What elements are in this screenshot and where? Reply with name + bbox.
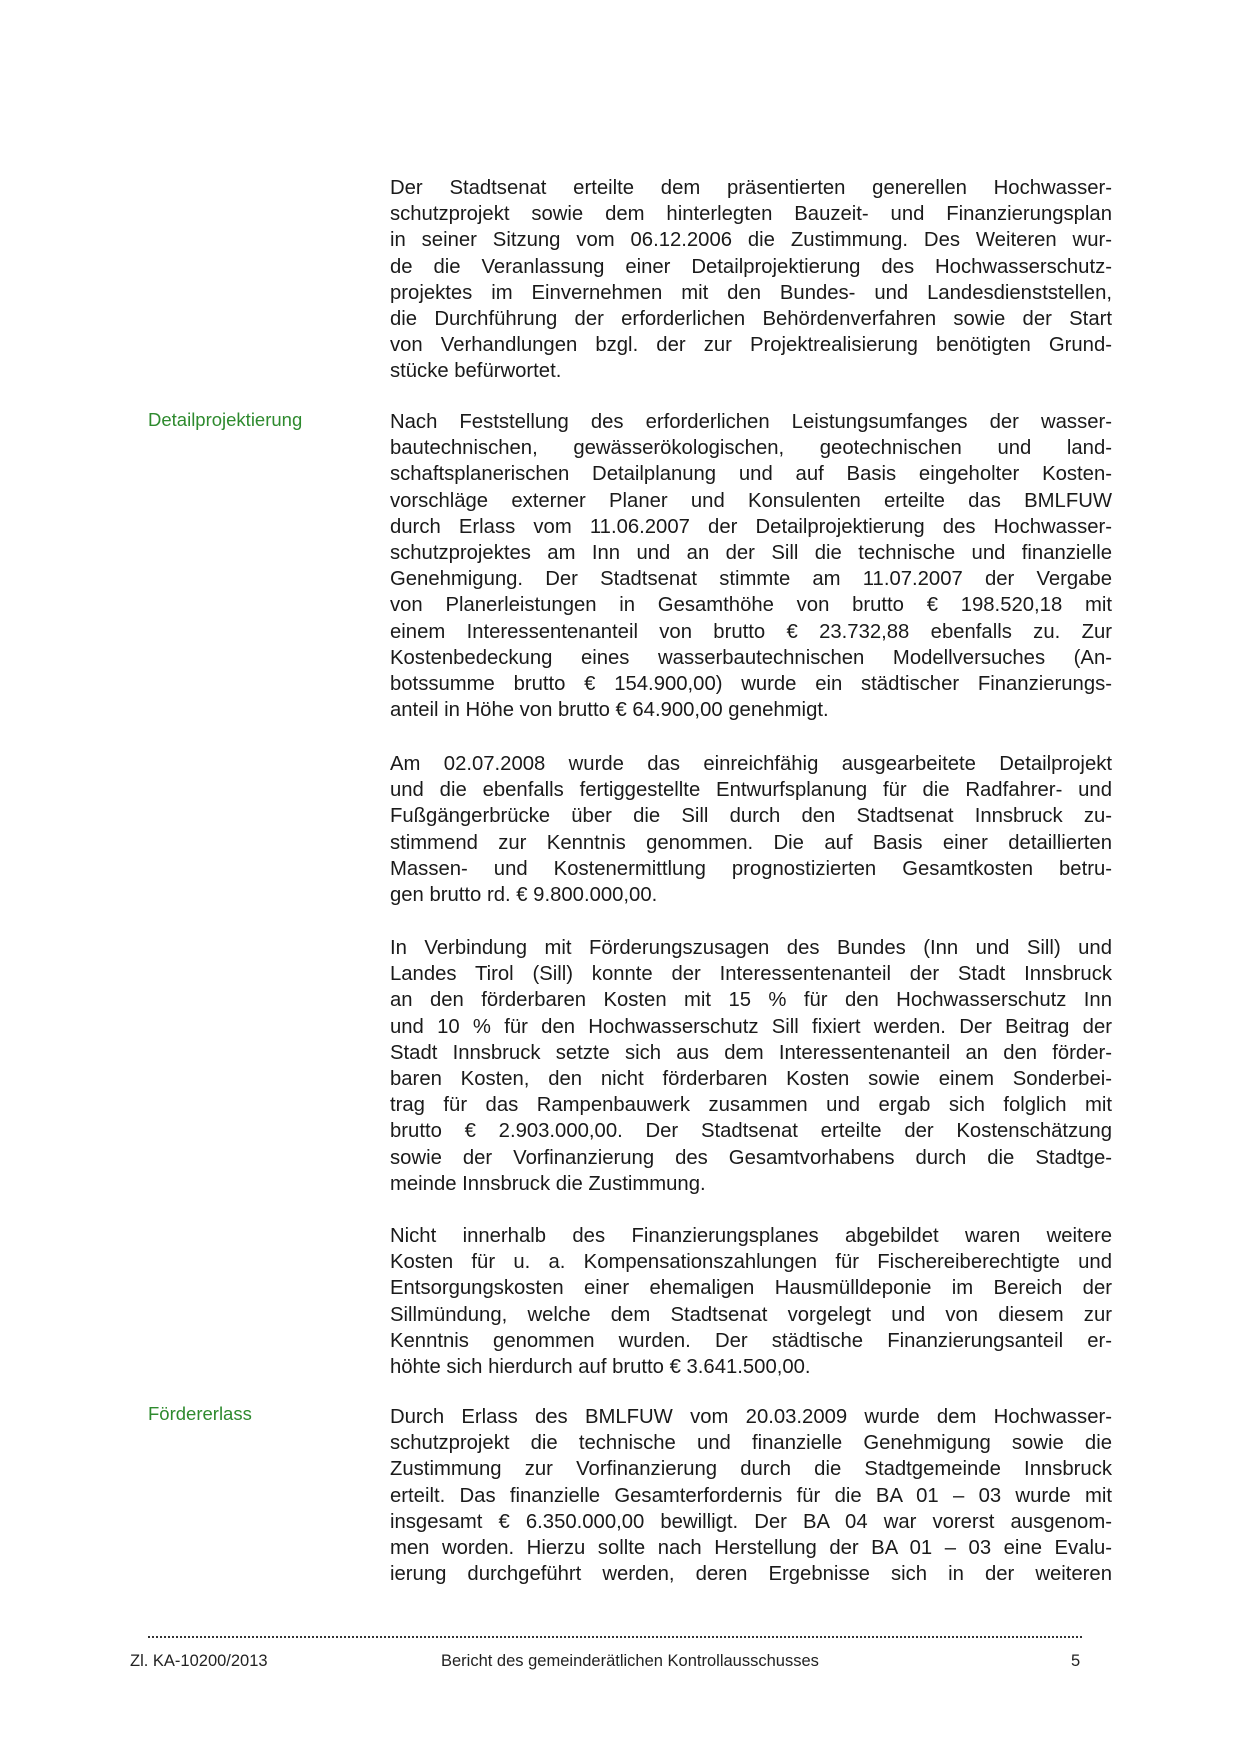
paragraph-text [390, 1223, 1112, 1380]
text-line: Nicht innerhalb des Finanzierungsplanes abgebildet waren weitere [390, 1225, 1112, 1247]
text-line: schutzprojekt sowie dem hinterlegten Bauzeit- und Finanzierungsplan [390, 203, 1112, 226]
text-line: und die ebenfalls fertiggestellte Entwurfsplanung für die Radfahrer- und [390, 779, 1112, 802]
text-line: schutzprojekt die technische und finanzielle Genehmigung sowie die [390, 1432, 1112, 1455]
text-line: Stadt Innsbruck setzte sich aus dem Interessentenanteil an den förder- [390, 1041, 1112, 1064]
text-line: durch Erlass vom 11.06.2007 der Detailprojektierung des Hochwasser- [390, 515, 1112, 538]
paragraph-1 [390, 175, 1112, 385]
text-line: Kosten für u. a. Kompensationszahlungen für Fischereiberechtigte und [390, 1251, 1112, 1274]
text-line: von Verhandlungen bzgl. der zur Projektrealisierung benötigten Grund- [390, 334, 1112, 357]
text-line: höhte sich hierdurch auf brutto € 3.641.500,00. [390, 1356, 811, 1379]
text-line: brutto € 2.903.000,00. Der Stadtsenat erteilte der Kostenschätzung [390, 1120, 1112, 1143]
text-line: einem Interessentenanteil von brutto € 23.732,88 ebenfalls zu. Zur [390, 620, 1112, 643]
text-line: Massen- und Kostenermittlung prognostizierten Gesamtkosten betru- [390, 857, 1112, 880]
text-line: Nach Feststellung des erforderlichen Leistungsumfanges der wasser- [390, 411, 1112, 433]
footer-title: Bericht des gemeinderätlichen Kontrollausschusses [441, 1652, 819, 1670]
paragraph-6 [390, 1404, 1112, 1587]
text-line: an den förderbaren Kosten mit 15 % für den Hochwasserschutz Inn [390, 989, 1112, 1012]
text-line: trag für das Rampenbauwerk zusammen und ergab sich folglich mit [390, 1094, 1112, 1117]
text-line: Am 02.07.2008 wurde das einreichfähig ausgearbeitete Detailprojekt [390, 753, 1112, 775]
text-line: Der Stadtsenat erteilte dem präsentierten generellen Hochwasser- [390, 177, 1112, 199]
text-line: und 10 % für den Hochwasserschutz Sill fixiert werden. Der Beitrag der [390, 1015, 1112, 1038]
text-line: de die Veranlassung einer Detailprojektierung des Hochwasserschutz- [390, 255, 1112, 278]
text-line: baren Kosten, den nicht förderbaren Kosten sowie einem Sonderbei- [390, 1068, 1112, 1091]
paragraph-2 [390, 409, 1112, 723]
text-line: Zustimmung zur Vorfinanzierung durch die Stadtgemeinde Innsbruck [390, 1458, 1112, 1481]
text-line: gen brutto rd. € 9.800.000,00. [390, 884, 658, 907]
margin-label-detailprojektierung: Detailprojektierung [148, 409, 303, 430]
text-line: Sillmündung, welche dem Stadtsenat vorgelegt und von diesem zur [390, 1303, 1112, 1326]
text-line: vorschläge externer Planer und Konsulenten erteilte das BMLFUW [390, 489, 1112, 512]
paragraph-text [390, 935, 1112, 1197]
text-line: Landes Tirol (Sill) konnte der Interessentenanteil der Stadt Innsbruck [390, 963, 1112, 986]
footer-page-number: 5 [1071, 1652, 1081, 1670]
text-line: In Verbindung mit Förderungszusagen des Bundes (Inn und Sill) und [390, 937, 1112, 959]
paragraph-5 [390, 1223, 1112, 1380]
text-line: erteilt. Das finanzielle Gesamterfordernis für die BA 01 – 03 wurde mit [390, 1484, 1112, 1507]
text-line: stücke befürwortet. [390, 360, 562, 383]
text-line: schutzprojektes am Inn und an der Sill die technische und finanzielle [390, 542, 1112, 565]
text-line: Entsorgungskosten einer ehemaligen Hausmülldeponie im Bereich der [390, 1277, 1112, 1300]
paragraph-text [390, 175, 1112, 385]
footer-dotted-rule [148, 1636, 1082, 1638]
text-line: anteil in Höhe von brutto € 64.900,00 genehmigt. [390, 699, 829, 722]
text-line: projektes im Einvernehmen mit den Bundes- und Landesdienststellen, [390, 281, 1112, 304]
text-line: botssumme brutto € 154.900,00) wurde ein städtischer Finanzierungs- [390, 673, 1112, 696]
text-line: Genehmigung. Der Stadtsenat stimmte am 11.07.2007 der Vergabe [390, 568, 1112, 591]
text-line: schaftsplanerischen Detailplanung und auf Basis eingeholter Kosten- [390, 463, 1112, 486]
text-line: Durch Erlass des BMLFUW vom 20.03.2009 wurde dem Hochwasser- [390, 1406, 1112, 1428]
text-line: bautechnischen, gewässerökologischen, geotechnischen und land- [390, 437, 1112, 460]
paragraph-text [390, 751, 1112, 908]
text-line: stimmend zur Kenntnis genommen. Die auf Basis einer detaillierten [390, 831, 1112, 854]
text-line: Kenntnis genommen wurden. Der städtische Finanzierungsanteil er- [390, 1329, 1112, 1352]
text-line: men worden. Hierzu sollte nach Herstellung der BA 01 – 03 eine Evalu- [390, 1537, 1112, 1560]
text-line: insgesamt € 6.350.000,00 bewilligt. Der BA 04 war vorerst ausgenom- [390, 1510, 1112, 1533]
footer-reference: Zl. KA-10200/2013 [130, 1652, 268, 1670]
text-line: meinde Innsbruck die Zustimmung. [390, 1172, 706, 1195]
text-line: von Planerleistungen in Gesamthöhe von brutto € 198.520,18 mit [390, 594, 1112, 617]
text-line: in seiner Sitzung vom 06.12.2006 die Zustimmung. Des Weiteren wur- [390, 229, 1112, 252]
text-line: Fußgängerbrücke über die Sill durch den Stadtsenat Innsbruck zu- [390, 805, 1112, 828]
paragraph-text [390, 409, 1112, 723]
paragraph-3 [390, 751, 1112, 908]
margin-label-foerdererlass: Fördererlass [148, 1403, 252, 1424]
paragraph-text [390, 1404, 1112, 1587]
text-line: die Durchführung der erforderlichen Behördenverfahren sowie der Start [390, 308, 1112, 331]
text-line: sowie der Vorfinanzierung des Gesamtvorhabens durch die Stadtge- [390, 1146, 1112, 1169]
paragraph-4 [390, 935, 1112, 1197]
text-line: ierung durchgeführt werden, deren Ergebnisse sich in der weiteren [390, 1563, 1112, 1586]
text-line: Kostenbedeckung eines wasserbautechnischen Modellversuches (An- [390, 646, 1112, 669]
